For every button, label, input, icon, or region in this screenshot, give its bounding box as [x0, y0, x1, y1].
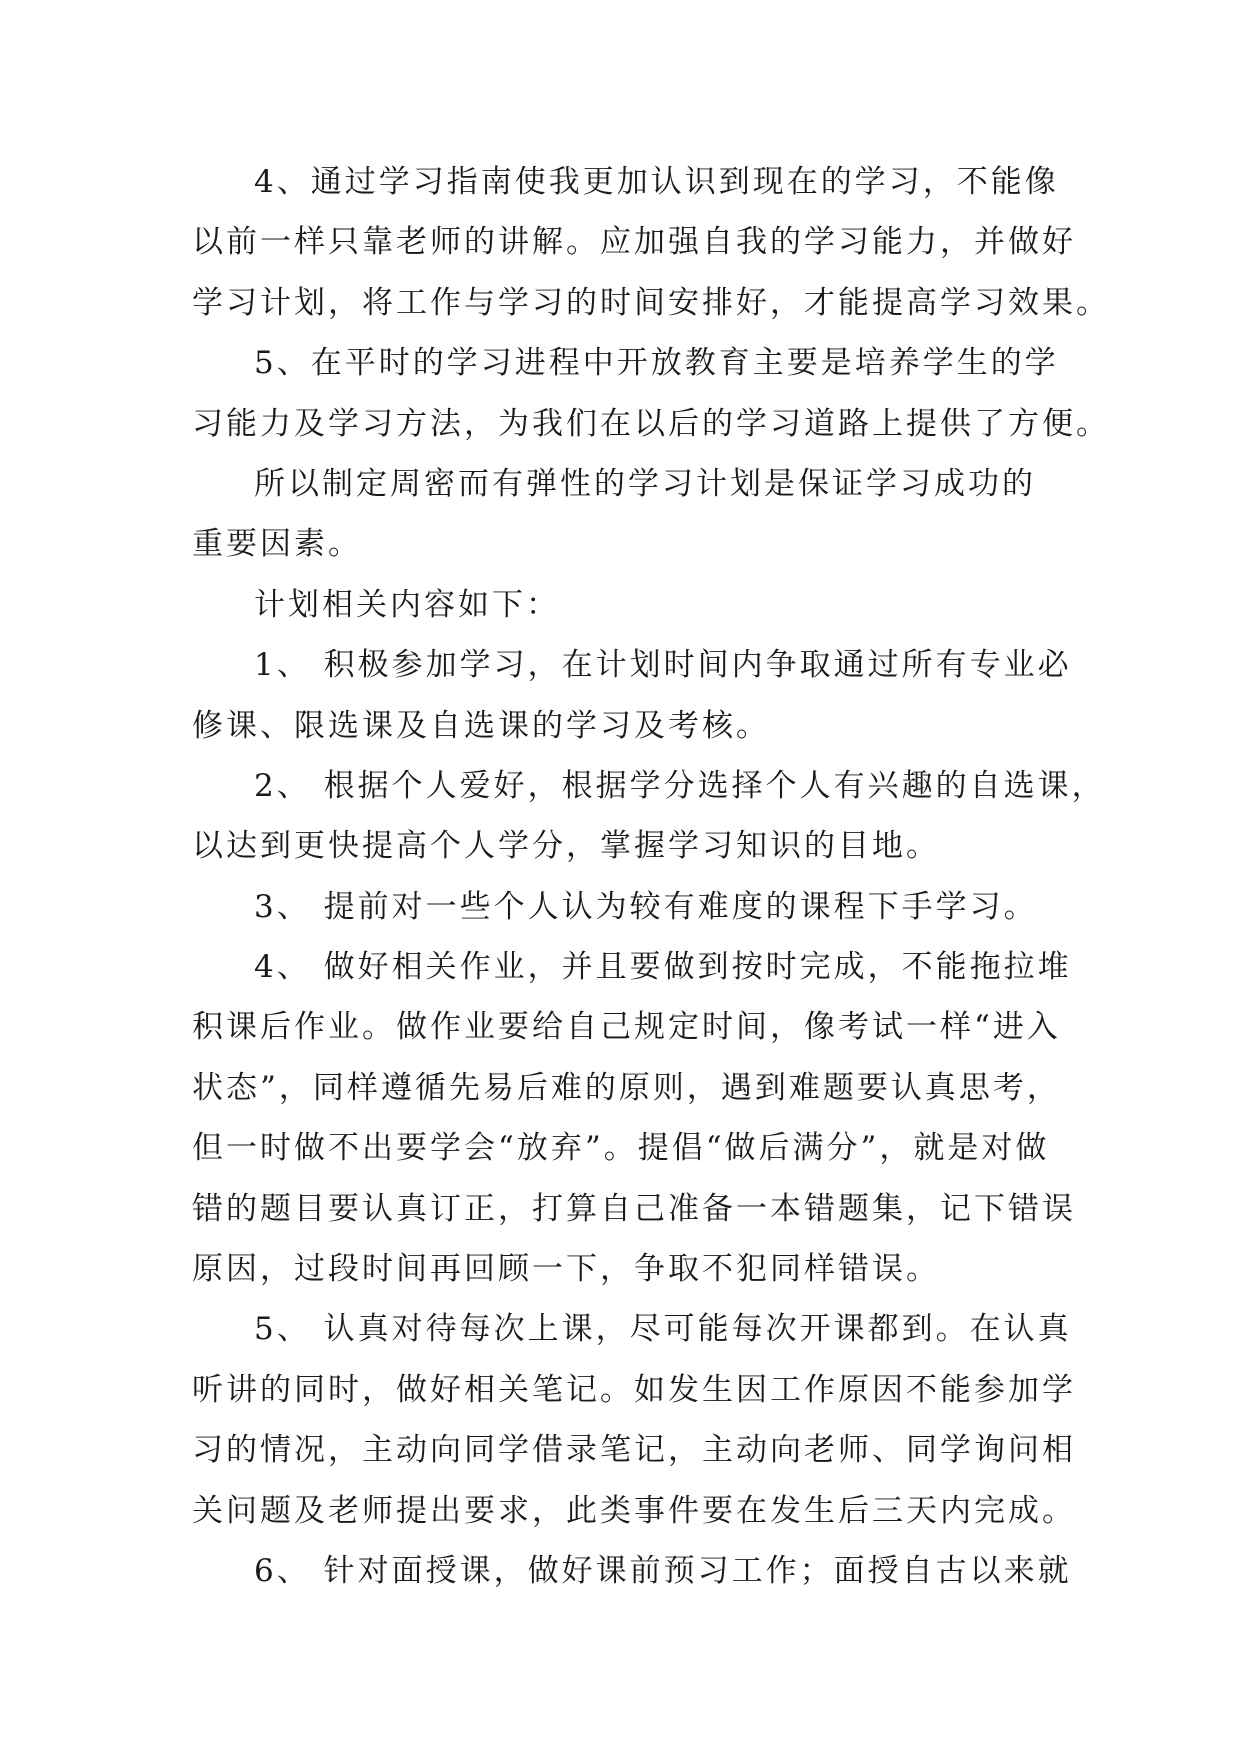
text-line: 4、通过学习指南使我更加认识到现在的学习，不能像: [254, 164, 1059, 200]
text-line: 所以制定周密而有弹性的学习计划是保证学习成功的: [254, 465, 1036, 502]
text-line: 1、 积极参加学习，在计划时间内争取通过所有专业必: [254, 647, 1072, 684]
text-line: 状态”，同样遵循先易后难的原则，遇到难题要认真思考，: [192, 1069, 1061, 1106]
text-line: 原因，过段时间再回顾一下，争取不犯同样错误。: [192, 1251, 940, 1288]
text-line: 听讲的同时，做好相关笔记。如发生因工作原因不能参加学: [192, 1371, 1076, 1408]
document-body: [192, 152, 1110, 1601]
text-line: 修课、限选课及自选课的学习及考核。: [192, 707, 770, 744]
text-line: 但一时做不出要学会“放弃”。提倡“做后满分”，就是对做: [192, 1130, 1050, 1167]
text-line: 5、 认真对待每次上课，尽可能每次开课都到。在认真: [254, 1311, 1072, 1348]
text-line: 错的题目要认真订正，打算自己准备一本错题集，记下错误: [192, 1190, 1076, 1227]
text-line: 积课后作业。做作业要给自己规定时间，像考试一样“进入: [192, 1009, 1061, 1046]
text-line: 以达到更快提高个人学分，掌握学习知识的目地。: [192, 828, 940, 865]
text-line: 5、在平时的学习进程中开放教育主要是培养学生的学: [254, 345, 1059, 382]
text-line: 学习计划，将工作与学习的时间安排好，才能提高学习效果。: [192, 284, 1110, 321]
text-line: 重要因素。: [192, 526, 362, 563]
text-line: 习的情况，主动向同学借录笔记，主动向老师、同学询问相: [192, 1432, 1076, 1469]
text-line: 3、 提前对一些个人认为较有难度的课程下手学习。: [254, 888, 1038, 925]
text-line: 以前一样只靠老师的讲解。应加强自我的学习能力，并做好: [192, 224, 1076, 261]
text-line: 习能力及学习方法，为我们在以后的学习道路上提供了方便。: [192, 405, 1110, 442]
text-line: 4、 做好相关作业，并且要做到按时完成，不能拖拉堆: [254, 949, 1072, 986]
text-line: 6、 针对面授课，做好课前预习工作；面授自古以来就: [254, 1552, 1072, 1589]
text-line: 关问题及老师提出要求，此类事件要在发生后三天内完成。: [192, 1492, 1076, 1529]
text-line: 2、 根据个人爱好，根据学分选择个人有兴趣的自选课，: [254, 767, 1106, 804]
text-line: 计划相关内容如下：: [254, 586, 560, 623]
